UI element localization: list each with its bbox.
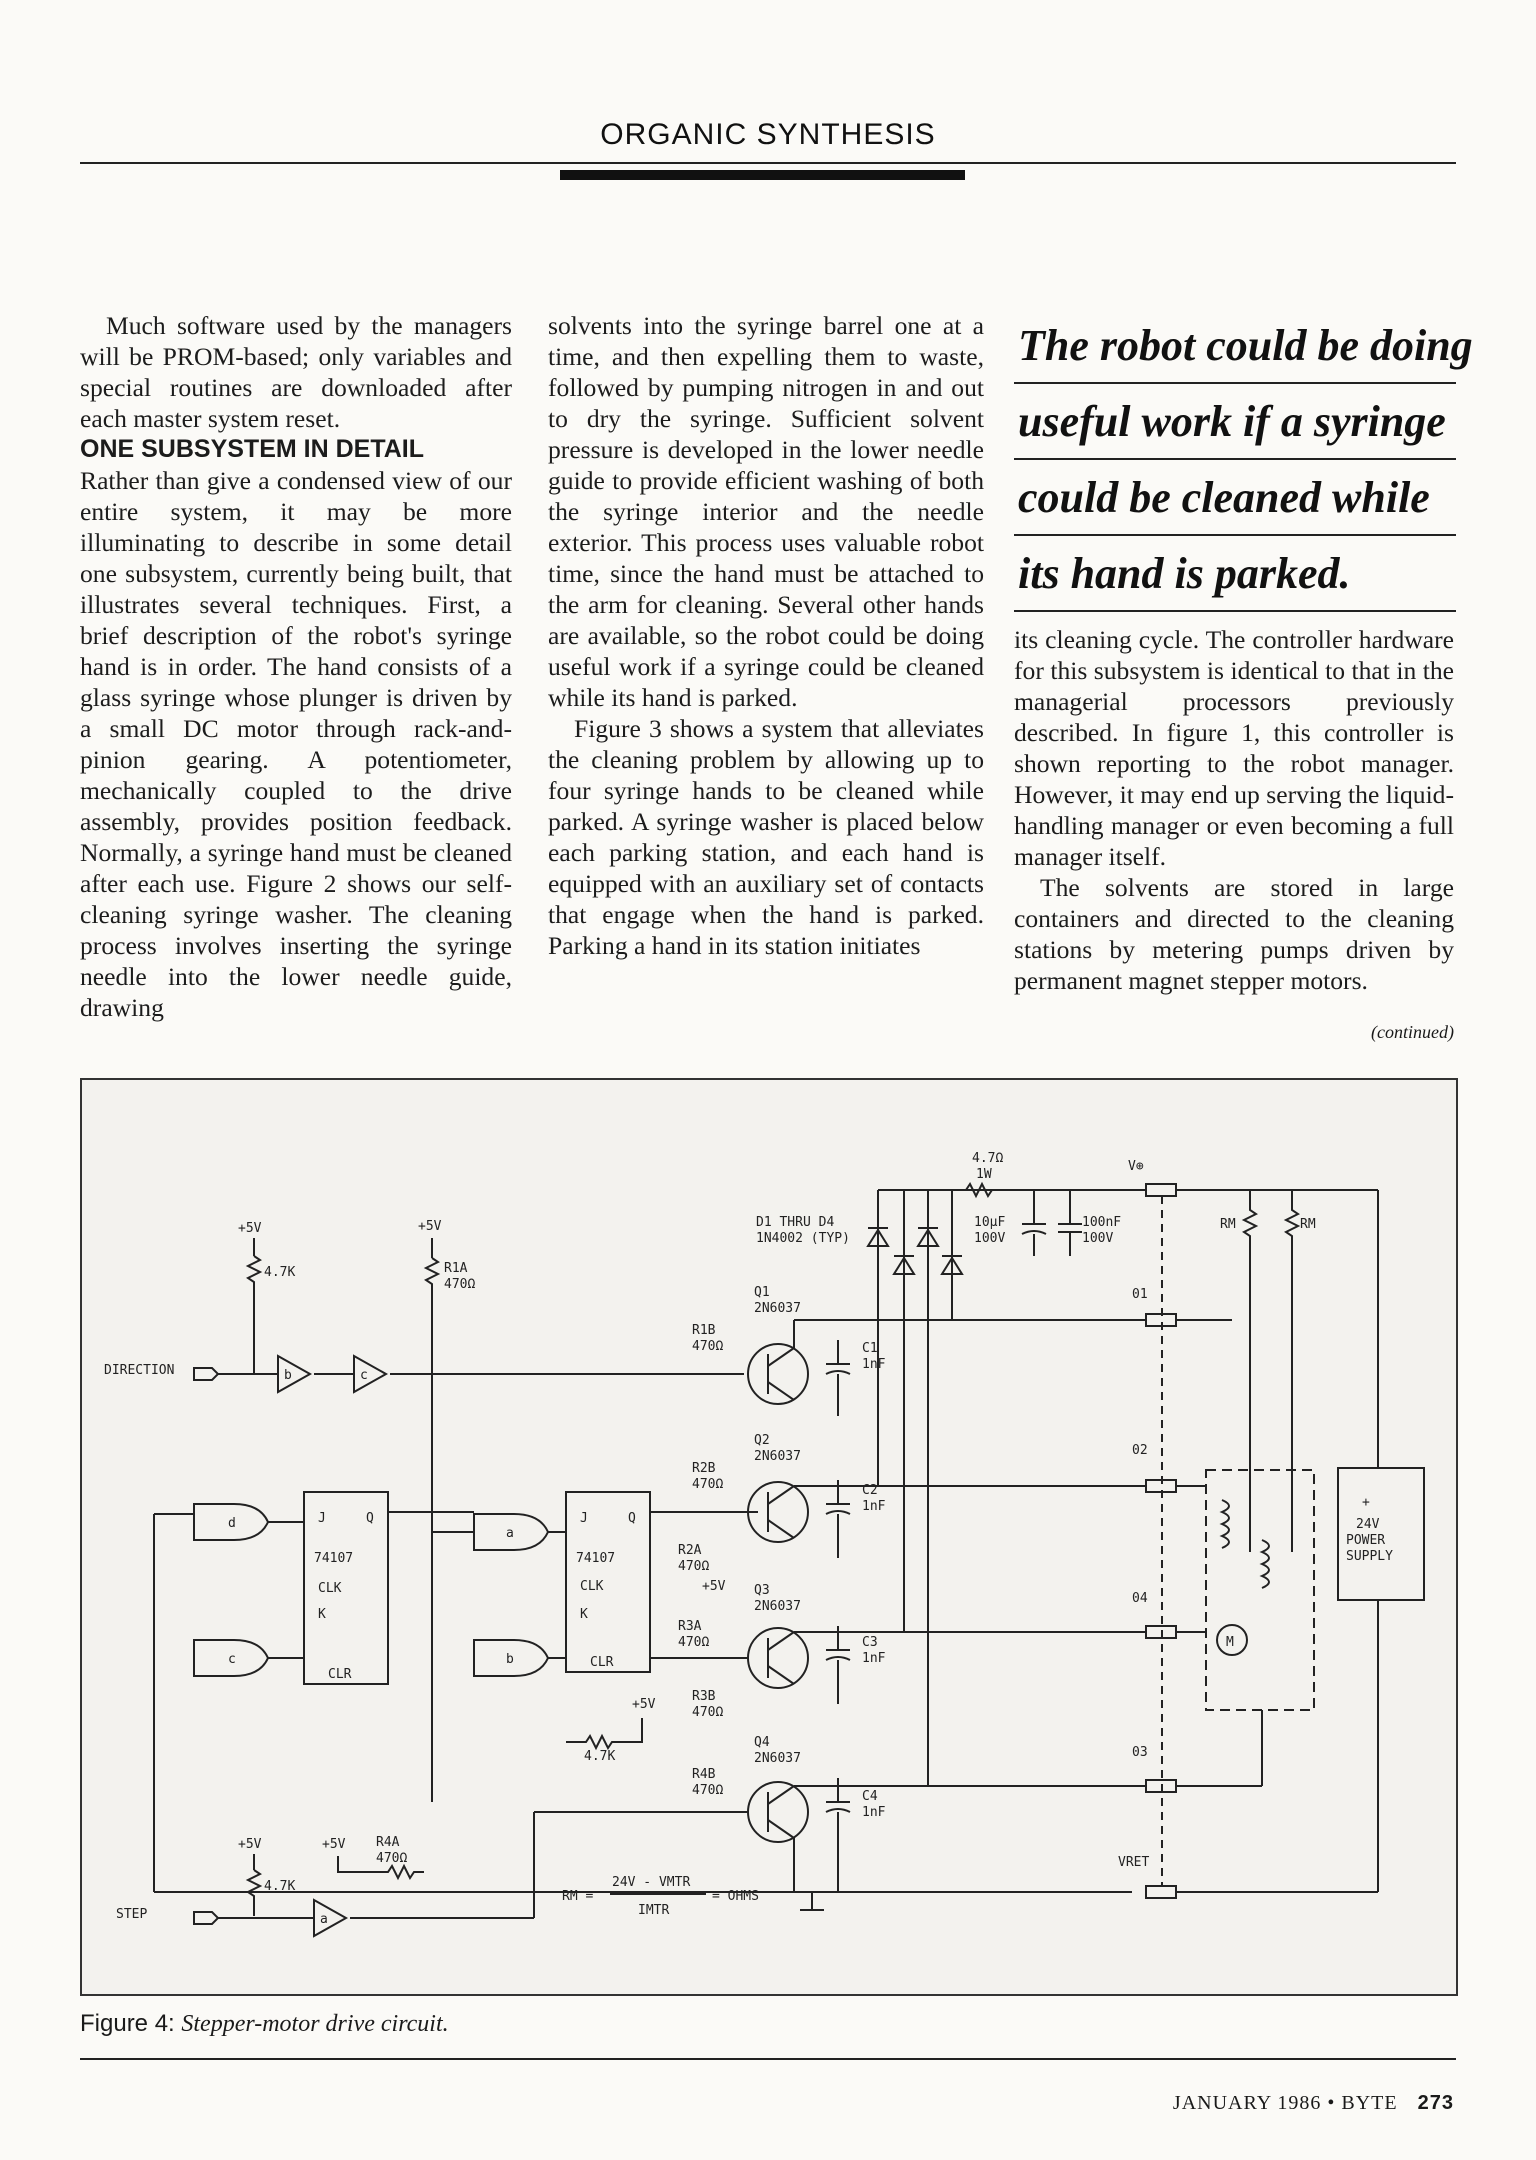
pull-quote-line: useful work if a syringe: [1014, 384, 1456, 460]
subhead: ONE SUBSYSTEM IN DETAIL: [80, 435, 425, 463]
resistor-r1a: [426, 1258, 438, 1300]
output-label: 04: [1132, 1591, 1148, 1606]
resistor-4.7k: [566, 1718, 642, 1748]
resistor-label: R3B: [692, 1689, 716, 1704]
column-2: [548, 310, 984, 961]
connector-vret: [1146, 1886, 1176, 1898]
resistor-value: 470Ω: [678, 1635, 710, 1650]
flip-flop-74107-2: [566, 1492, 650, 1672]
svg-text:CLR: CLR: [328, 1667, 352, 1682]
svg-text:a: a: [320, 1912, 328, 1927]
column2-paragraph-1: solvents into the syringe barrel one at a time, and then expelling them to waste, followed by pumping nitrogen in and out to dry the syringe. Sufficient solvent pressure is developed in the lower needle guide to provide efficient washing of both the syringe interior and the needle exterior. This process uses valuable robot time, since the hand must be attached to the arm for cleaning. Several other hands are available, so the robot could be doing useful work if a syringe could be cleaned while its hand is parked.: [548, 311, 984, 712]
capacitor-label: C1: [862, 1341, 878, 1356]
inverter-b: [278, 1356, 310, 1392]
inverter-c: [354, 1356, 386, 1392]
transistor-q4: [748, 1782, 808, 1842]
page-footer: [1173, 2092, 1454, 2115]
svg-text:CLK: CLK: [580, 1579, 604, 1594]
capacitor-label: C2: [862, 1483, 878, 1498]
capacitor-100nf: [1058, 1190, 1082, 1256]
capacitor-10uf: [1022, 1190, 1046, 1256]
diode-d4: [942, 1190, 962, 1320]
inverter-a: [314, 1900, 346, 1936]
resistor-label: R2B: [692, 1461, 716, 1476]
diode-d3: [894, 1190, 914, 1632]
transistor-type: 2N6037: [754, 1449, 801, 1464]
vcc-label: +5V: [238, 1221, 262, 1236]
capacitor-value: 1nF: [862, 1499, 886, 1514]
capacitor-rating: 100V: [974, 1231, 1006, 1246]
column-1: [80, 310, 512, 1023]
resistor-rm-2: [1286, 1190, 1298, 1552]
resistor-label: RM: [1220, 1217, 1236, 1232]
footer-date: JANUARY 1986 • BYTE: [1172, 2092, 1398, 2114]
svg-text:Q: Q: [628, 1511, 636, 1526]
resistor-label: R1B: [692, 1323, 716, 1338]
column2-paragraph-2: Figure 3 shows a system that alleviates the cleaning problem by allowing up to four syringe hands to be cleaned while parked. A syringe washer is placed below each parking station, and each hand is equipped with an auxiliary set of contacts that engage when the hand is parked. Parking a hand in its station initiates: [548, 714, 984, 960]
caption-text: Stepper-motor drive circuit.: [181, 2011, 449, 2037]
transistor-type: 2N6037: [754, 1751, 801, 1766]
diode-type: 1N4002 (TYP): [756, 1231, 850, 1246]
capacitor-value: 1nF: [862, 1805, 886, 1820]
capacitor-c1: [826, 1340, 850, 1416]
diode-label: D1 THRU D4: [756, 1215, 835, 1230]
transistor-q1: [748, 1344, 808, 1404]
diode-d2: [918, 1190, 938, 1786]
supply-label: 24V: [1356, 1517, 1380, 1532]
supply-label: POWER: [1346, 1533, 1386, 1548]
svg-text:J: J: [580, 1511, 588, 1526]
formula-denominator: IMTR: [638, 1903, 670, 1918]
pull-quote: [1014, 308, 1473, 612]
capacitor-c4: [826, 1778, 850, 1892]
resistor-value: 470Ω: [692, 1783, 724, 1798]
svg-text:c: c: [360, 1368, 368, 1383]
resistor-value: 4.7Ω: [972, 1151, 1004, 1166]
formula-numerator: 24V - VMTR: [612, 1875, 691, 1890]
resistor-label: R1A: [444, 1261, 468, 1276]
vplus-label: V⊕: [1128, 1159, 1144, 1174]
svg-text:CLR: CLR: [590, 1655, 614, 1670]
transistor-label: Q2: [754, 1433, 770, 1448]
schematic-svg: [82, 1080, 1456, 1994]
capacitor-value: 100nF: [1082, 1215, 1122, 1230]
ic-label: 74107: [314, 1551, 354, 1566]
page-number: 273: [1417, 2092, 1454, 2114]
column-3: [1014, 624, 1454, 996]
capacitor-value: 10μF: [974, 1215, 1006, 1230]
motor-winding-2: [1262, 1540, 1269, 1588]
vcc-label: +5V: [322, 1837, 346, 1852]
capacitor-label: C3: [862, 1635, 878, 1650]
figure-caption: [80, 2010, 449, 2038]
capacitor-value: 1nF: [862, 1651, 886, 1666]
svg-text:K: K: [580, 1607, 588, 1622]
column3-paragraph-2: The solvents are stored in large containers and directed to the cleaning stations by metering pumps driven by permanent magnet stepper motors.: [1014, 873, 1454, 995]
resistor-value: 470Ω: [692, 1477, 724, 1492]
svg-text:b: b: [506, 1652, 514, 1667]
formula-lhs: RM =: [562, 1889, 594, 1904]
resistor-value: 470Ω: [376, 1851, 408, 1866]
circuit-diagram: [80, 1078, 1458, 1996]
diode-d1: [868, 1190, 888, 1486]
plus-label: +: [1362, 1495, 1370, 1510]
continued-note: (continued): [1371, 1022, 1454, 1042]
connector-vplus: [1146, 1184, 1176, 1196]
vcc-label: +5V: [238, 1837, 262, 1852]
vcc-label: +5V: [418, 1219, 442, 1234]
resistor-rating: 1W: [976, 1167, 992, 1182]
pull-quote-line: could be cleaned while: [1014, 460, 1456, 536]
svg-text:d: d: [228, 1516, 236, 1531]
motor-housing: [1206, 1470, 1314, 1710]
svg-text:b: b: [284, 1368, 292, 1383]
transistor-type: 2N6037: [754, 1599, 801, 1614]
column1-paragraph-1: Much software used by the managers will be PROM-based; only variables and special routines are downloaded after each master system reset.: [80, 311, 512, 433]
step-connector: [194, 1912, 218, 1924]
vcc-label: +5V: [632, 1697, 656, 1712]
svg-text:c: c: [228, 1652, 236, 1667]
output-label: 01: [1132, 1287, 1148, 1302]
resistor-value: 470Ω: [692, 1705, 724, 1720]
output-label: 02: [1132, 1443, 1148, 1458]
motor-winding-1: [1222, 1500, 1229, 1548]
svg-text:K: K: [318, 1607, 326, 1622]
capacitor-value: 1nF: [862, 1357, 886, 1372]
header-rule: [80, 162, 1456, 164]
column1-paragraph-2: Rather than give a condensed view of our entire system, it may be more illuminating to describe in some detail one subsystem, currently being built, that illustrates several techniques. First, a brief description of the robot's syringe hand is in order. The hand consists of a glass syringe whose plunger is driven by a small DC motor through rack-and-pinion gearing. A potentiometer, mechanically coupled to the drive assembly, provides position feedback. Normally, a syringe hand must be cleaned after each use. Figure 2 shows our self-cleaning syringe washer. The cleaning process involves inserting the syringe needle into the lower needle guide, drawing: [80, 466, 512, 1022]
svg-text:Q: Q: [366, 1511, 374, 1526]
footer-rule: [80, 2058, 1456, 2060]
formula-rhs: = OHMS: [712, 1889, 759, 1904]
caption-label: Figure 4:: [80, 2010, 175, 2037]
supply-label: SUPPLY: [1346, 1549, 1393, 1564]
output-label: 03: [1132, 1745, 1148, 1760]
header-bar: [560, 170, 965, 180]
capacitor-label: C4: [862, 1789, 878, 1804]
resistor-label: RM: [1300, 1217, 1316, 1232]
capacitor-c2: [826, 1480, 850, 1558]
motor-label: M: [1226, 1635, 1234, 1650]
column3-paragraph-1: its cleaning cycle. The controller hardware for this subsystem is identical to that in the managerial processors previously described. In figure 1, this controller is shown reporting to the robot manager. However, it may end up serving the liquid-handling manager or even becoming a full manager itself.: [1014, 625, 1454, 871]
transistor-label: Q1: [754, 1285, 770, 1300]
resistor-label: R4B: [692, 1767, 716, 1782]
step-label: STEP: [116, 1907, 148, 1922]
resistor-label: R3A: [678, 1619, 702, 1634]
capacitor-c3: [826, 1626, 850, 1704]
direction-connector: [194, 1368, 218, 1380]
transistor-type: 2N6037: [754, 1301, 801, 1316]
resistor-rm-1: [1244, 1190, 1256, 1552]
resistor-value: 470Ω: [692, 1339, 724, 1354]
resistor-4.7k: [248, 1256, 260, 1302]
resistor-value: 4.7K: [584, 1749, 616, 1764]
resistor-value: 4.7K: [264, 1265, 296, 1280]
resistor-label: R2A: [678, 1543, 702, 1558]
resistor-label: R4A: [376, 1835, 400, 1850]
pull-quote-line: The robot could be doing: [1014, 308, 1456, 384]
vret-label: VRET: [1118, 1855, 1150, 1870]
ic-label: 74107: [576, 1551, 616, 1566]
transistor-q3: [748, 1628, 808, 1688]
resistor-value: 470Ω: [678, 1559, 710, 1574]
capacitor-rating: 100V: [1082, 1231, 1114, 1246]
pull-quote-line: its hand is parked.: [1014, 536, 1456, 612]
transistor-label: Q3: [754, 1583, 770, 1598]
svg-text:a: a: [506, 1526, 514, 1541]
resistor-value: 470Ω: [444, 1277, 476, 1292]
transistor-label: Q4: [754, 1735, 770, 1750]
flip-flop-74107-1: [304, 1492, 388, 1684]
section-header: ORGANIC SYNTHESIS: [600, 118, 936, 151]
direction-label: DIRECTION: [104, 1363, 175, 1378]
svg-text:J: J: [318, 1511, 326, 1526]
svg-text:CLK: CLK: [318, 1581, 342, 1596]
vcc-label: +5V: [702, 1579, 726, 1594]
resistor-value: 4.7K: [264, 1879, 296, 1894]
